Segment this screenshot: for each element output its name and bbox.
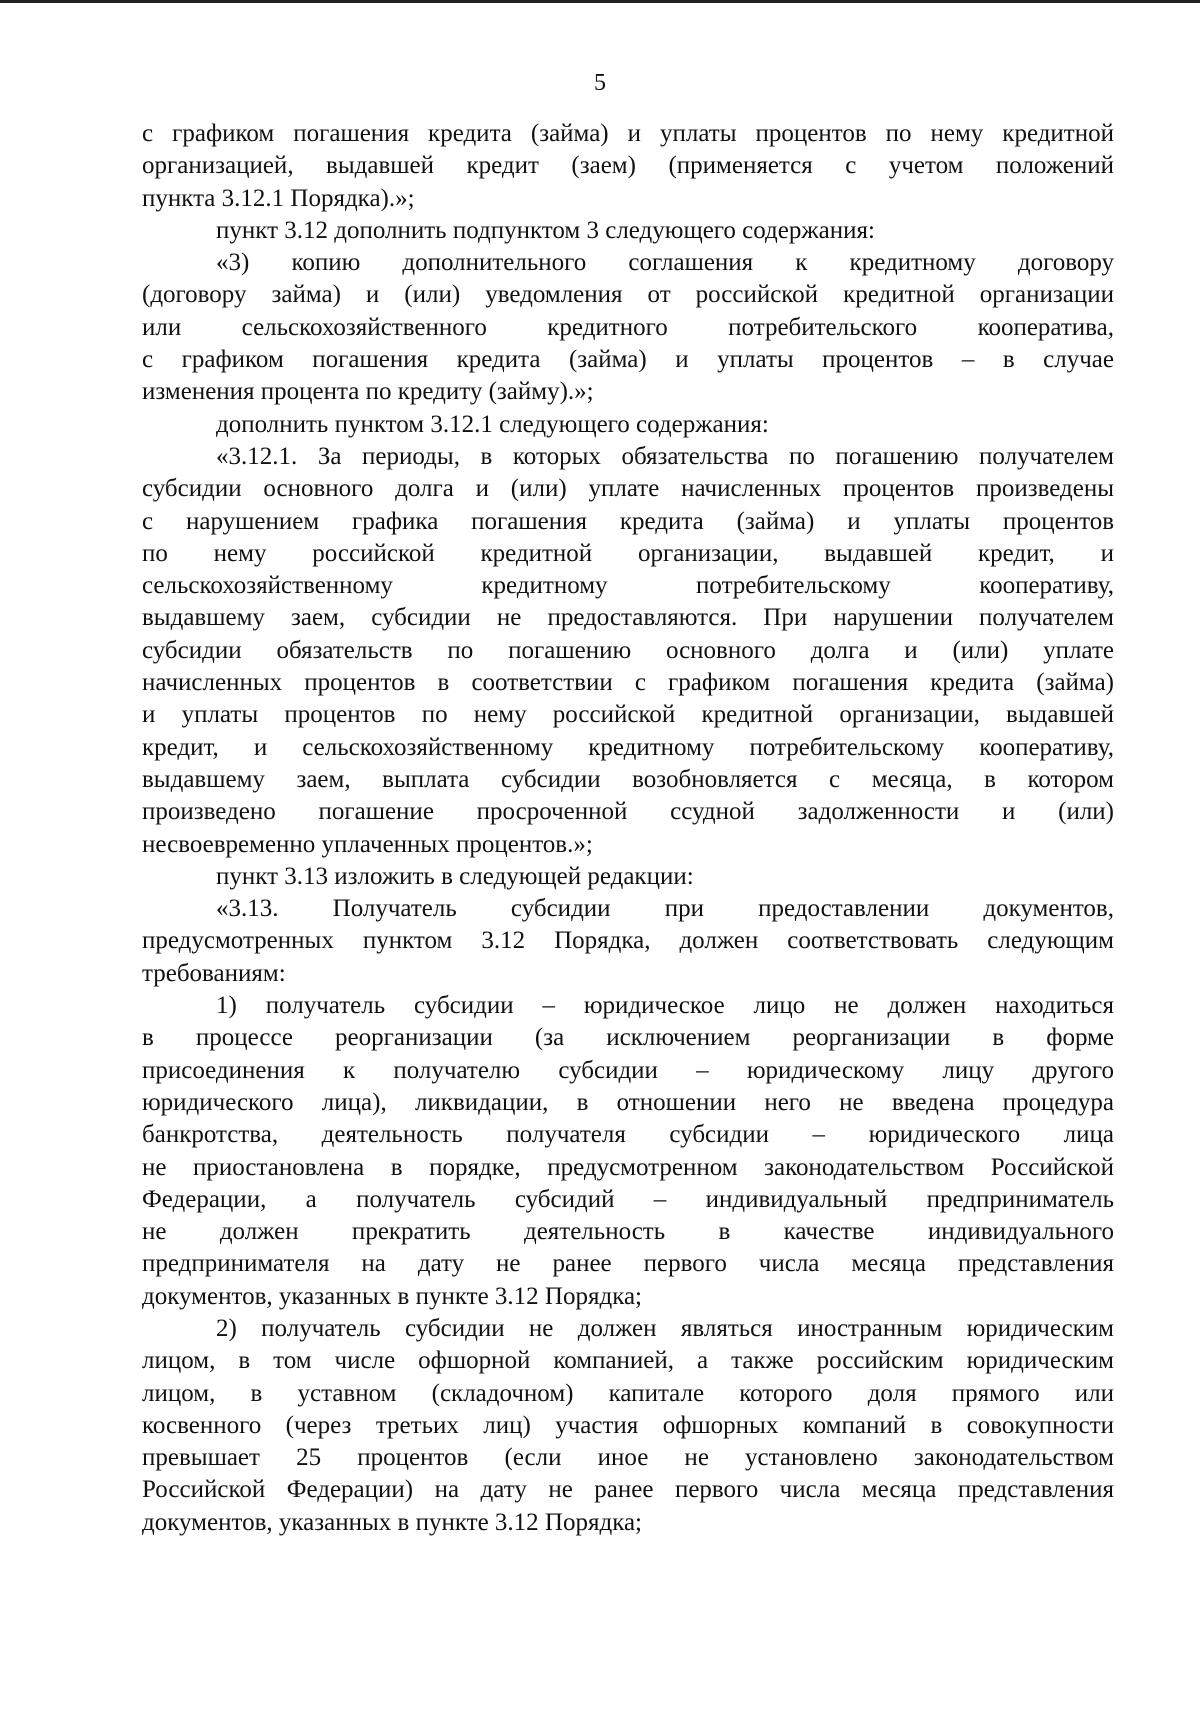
text-line: 1) получатель субсидии – юридическое лицо не должен находиться <box>216 992 1114 1020</box>
text-line: превышает 25 процентов (если иное не установлено законодательством <box>142 1444 1114 1472</box>
text-line: с нарушением графика погашения кредита (займа) и уплаты процентов <box>142 507 1114 535</box>
text-line: и уплаты процентов по нему российской кредитной организации, выдавшей <box>142 701 1114 729</box>
text-line: предпринимателя на дату не ранее первого числа месяца представления <box>142 1250 1114 1278</box>
text-line: предусмотренных пунктом 3.12 Порядка, должен соответствовать следующим <box>142 927 1114 955</box>
text-line: с графиком погашения кредита (займа) и уплаты процентов – в случае <box>142 346 1114 374</box>
text-line: юридического лица), ликвидации, в отношении него не введена процедура <box>142 1088 1114 1116</box>
text-line: лицом, в уставном (складочном) капитале которого доля прямого или <box>142 1379 1114 1407</box>
text-line: выдавшему заем, субсидии не предоставляются. При нарушении получателем <box>142 604 1114 632</box>
text-line: присоединения к получателю субсидии – юридическому лицу другого <box>142 1056 1114 1084</box>
text-line: с графиком погашения кредита (займа) и уплаты процентов по нему кредитной <box>142 120 1114 147</box>
page-number: 5 <box>594 70 606 96</box>
text-line: косвенного (через третьих лиц) участия офшорных компаний в совокупности <box>142 1411 1114 1439</box>
text-line: пункта 3.12.1 Порядка).»; <box>142 184 415 212</box>
text-line: произведено погашение просроченной ссудной задолженности и (или) <box>142 798 1114 826</box>
text-line: «3.12.1. За периоды, в которых обязательства по погашению получателем <box>216 442 1114 470</box>
text-line: не должен прекратить деятельность в качестве индивидуального <box>142 1218 1114 1246</box>
text-line: пункт 3.13 изложить в следующей редакции: <box>216 862 694 890</box>
top-border-line <box>0 0 1200 3</box>
text-line: «3) копию дополнительного соглашения к кредитному договору <box>216 249 1114 277</box>
text-line: документов, указанных в пункте 3.12 Порядка; <box>142 1282 642 1310</box>
text-line: изменения процента по кредиту (займу).»; <box>142 378 594 406</box>
text-line: по нему российской кредитной организации, выдавшей кредит, и <box>142 539 1114 567</box>
text-line: (договору займа) и (или) уведомления от российской кредитной организации <box>142 281 1114 309</box>
text-line: организацией, выдавшей кредит (заем) (применяется с учетом положений <box>142 152 1114 180</box>
text-line: или сельскохозяйственного кредитного потребительского кооператива, <box>142 313 1114 341</box>
text-line: документов, указанных в пункте 3.12 Порядка; <box>142 1508 642 1536</box>
text-line: Федерации, а получатель субсидий – индивидуальный предприниматель <box>142 1185 1114 1213</box>
text-line: кредит, и сельскохозяйственному кредитному потребительскому кооперативу, <box>142 733 1114 761</box>
text-line: 2) получатель субсидии не должен являться иностранным юридическим <box>216 1314 1114 1342</box>
text-line: в процессе реорганизации (за исключением реорганизации в форме <box>142 1024 1114 1052</box>
text-line: требованиям: <box>142 959 286 987</box>
text-line: выдавшему заем, выплата субсидии возобновляется с месяца, в котором <box>142 765 1114 793</box>
text-line: пункт 3.12 дополнить подпунктом 3 следующего содержания: <box>216 216 875 244</box>
text-line: несвоевременно уплаченных процентов.»; <box>142 830 593 858</box>
text-line: лицом, в том числе офшорной компанией, а также российским юридическим <box>142 1347 1114 1375</box>
text-line: начисленных процентов в соответствии с графиком погашения кредита (займа) <box>142 669 1114 697</box>
document-body <box>142 118 1114 1539</box>
text-line: «3.13. Получатель субсидии при предоставлении документов, <box>216 895 1114 923</box>
text-line: Российской Федерации) на дату не ранее первого числа месяца представления <box>142 1476 1114 1504</box>
text-line: банкротства, деятельность получателя субсидии – юридического лица <box>142 1121 1114 1149</box>
text-line: дополнить пунктом 3.12.1 следующего содержания: <box>216 410 769 438</box>
text-line: субсидии обязательств по погашению основного долга и (или) уплате <box>142 636 1114 664</box>
text-line: не приостановлена в порядке, предусмотренном законодательством Российской <box>142 1153 1114 1181</box>
text-line: субсидии основного долга и (или) уплате начисленных процентов произведены <box>142 475 1114 503</box>
text-line: сельскохозяйственному кредитному потребительскому кооперативу, <box>142 572 1114 600</box>
